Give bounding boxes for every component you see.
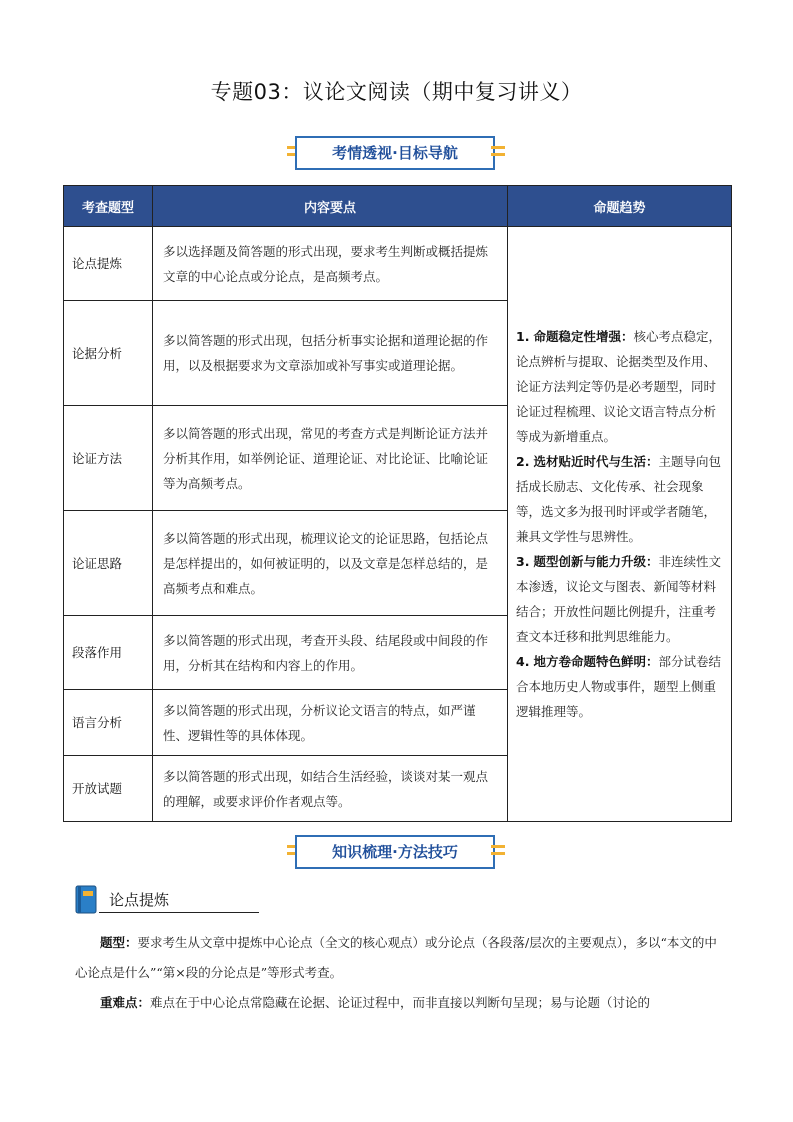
- dash-right-icon: [491, 146, 505, 160]
- para-head: 重难点：: [100, 995, 151, 1010]
- row-content: 多以简答题的形式出现，如结合生活经验，谈谈对某一观点的理解，或要求评价作者观点等。: [153, 756, 508, 822]
- row-type: 语言分析: [64, 690, 153, 756]
- page-title: 专题03：议论文阅读（期中复习讲义）: [210, 80, 583, 104]
- trend-head: 题型创新与能力升级：: [533, 554, 659, 569]
- trend-item: [516, 324, 725, 449]
- banner-label: 考情透视·目标导航: [295, 136, 495, 170]
- exam-table: [63, 185, 732, 822]
- trend-item: [516, 549, 725, 649]
- header-trend: 命题趋势: [508, 186, 732, 227]
- para-head: 题型：: [100, 935, 138, 950]
- banner-label: 知识梳理·方法技巧: [295, 835, 495, 869]
- trend-head: 选材贴近时代与生活：: [533, 454, 659, 469]
- row-type: 论证思路: [64, 511, 153, 616]
- row-content: 多以简答题的形式出现，包括分析事实论据和道理论据的作用，以及根据要求为文章添加或补写事实或道理论据。: [153, 301, 508, 406]
- trend-num: 3.: [516, 554, 530, 569]
- row-content: 多以简答题的形式出现，考查开头段、结尾段或中间段的作用，分析其在结构和内容上的作用。: [153, 616, 508, 690]
- banner-knowledge: [287, 835, 505, 871]
- section-underline: [99, 912, 259, 913]
- trend-head: 命题稳定性增强：: [533, 329, 634, 344]
- row-type: 段落作用: [64, 616, 153, 690]
- row-content: 多以简答题的形式出现，常见的考查方式是判断论证方法并分析其作用，如举例论证、道理论证、对比论证、比喻论证等为高频考点。: [153, 406, 508, 511]
- section-label: 论点提炼: [109, 891, 170, 909]
- para-text: 要求考生从文章中提炼中心论点（全文的核心观点）或分论点（各段落/层次的主要观点），多以“本文的中心论点是什么”“第×段的分论点是”等形式考查。: [75, 935, 717, 980]
- trend-text: 主题导向包括成长励志、文化传承、社会现象等，选文多为报刊时评或学者随笔，兼具文学性与思辨性。: [516, 454, 721, 544]
- row-type: 论证方法: [64, 406, 153, 511]
- trend-head: 地方卷命题特色鲜明：: [533, 654, 659, 669]
- header-type: 考查题型: [64, 186, 153, 227]
- dash-right-icon: [491, 845, 505, 859]
- table-header-row: [64, 186, 732, 227]
- banner-exam-overview: [287, 136, 505, 172]
- trend-item: [516, 649, 725, 724]
- row-content: 多以简答题的形式出现，分析议论文语言的特点，如严谨性、逻辑性等的具体体现。: [153, 690, 508, 756]
- book-icon: [75, 885, 97, 914]
- row-type: 开放试题: [64, 756, 153, 822]
- trend-item: [516, 449, 725, 549]
- trend-num: 1.: [516, 329, 530, 344]
- row-type: 论据分析: [64, 301, 153, 406]
- trend-num: 4.: [516, 654, 530, 669]
- row-type: 论点提炼: [64, 227, 153, 301]
- header-content: 内容要点: [153, 186, 508, 227]
- trend-num: 2.: [516, 454, 530, 469]
- paragraph-question-type: [75, 928, 725, 988]
- trend-text: 部分试卷结合本地历史人物或事件，题型上侧重逻辑推理等。: [516, 654, 721, 719]
- para-text: 难点在于中心论点常隐藏在论据、论证过程中，而非直接以判断句呈现；易与论题（讨论的: [150, 995, 651, 1010]
- row-content: 多以选择题及简答题的形式出现，要求考生判断或概括提炼文章的中心论点或分论点，是高频考点。: [153, 227, 508, 301]
- paragraph-difficulty: [75, 988, 725, 1018]
- row-content: 多以简答题的形式出现，梳理议论文的论证思路，包括论点是怎样提出的，如何被证明的，以及文章是怎样总结的，是高频考点和难点。: [153, 511, 508, 616]
- table-row: [64, 227, 732, 301]
- trend-text: 非连续性文本渗透，议论文与图表、新闻等材料结合；开放性问题比例提升，注重考查文本迁移和批判思维能力。: [516, 554, 721, 644]
- trend-text: 核心考点稳定，论点辨析与提取、论据类型及作用、论证方法判定等仍是必考题型，同时论证过程梳理、议论文语言特点分析等成为新增重点。: [516, 329, 721, 444]
- trend-cell: [508, 227, 732, 822]
